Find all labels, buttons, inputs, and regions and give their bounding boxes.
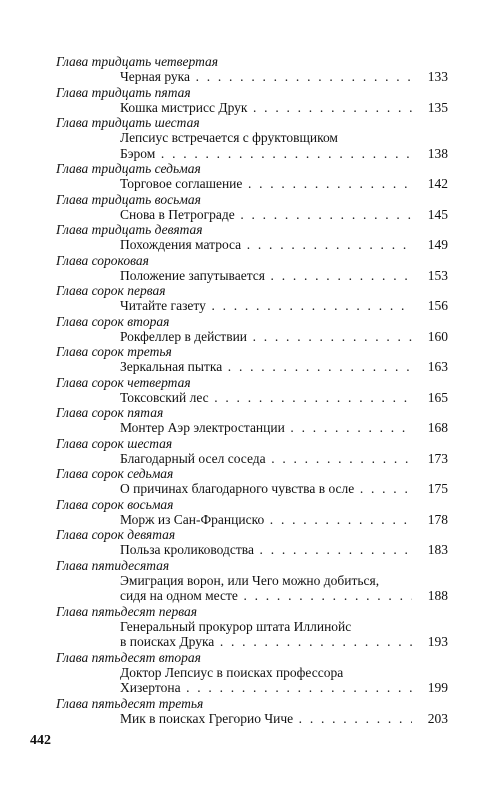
toc-entry	[56, 451, 448, 467]
toc-entry	[56, 268, 448, 284]
page-ref: 163	[412, 359, 448, 375]
page-ref: 142	[412, 176, 448, 192]
toc-chapter	[56, 115, 448, 161]
toc-chapter	[56, 466, 448, 497]
page-ref: 160	[412, 329, 448, 345]
chapter-label: Глава тридцать седьмая	[56, 161, 201, 176]
toc-chapter	[56, 54, 448, 85]
chapter-label: Глава сорок шестая	[56, 435, 173, 451]
chapter-title-line: Похождения матроса . . .	[120, 237, 412, 253]
toc-entry	[56, 237, 448, 253]
toc-entry	[56, 573, 448, 604]
page-ref: 149	[412, 237, 448, 253]
chapter-title-line: Морж из Сан-Франциско . . .	[120, 512, 412, 528]
chapter-title	[120, 665, 412, 696]
chapter-label: Глава тридцать четвертая	[56, 54, 219, 69]
chapter-label: Глава сорок восьмая	[56, 496, 174, 512]
chapter-title-line: Польза кролиководства . . .	[120, 542, 412, 558]
chapter-title-line: Рокфеллер в действии . . .	[120, 329, 412, 345]
chapter-title	[120, 207, 412, 223]
chapter-title	[120, 711, 412, 727]
chapter-title-line: Положение запутывается . . .	[120, 268, 412, 284]
chapter-title-line: Торговое соглашение . . .	[120, 176, 412, 192]
toc-entry	[56, 512, 448, 528]
chapter-title-line: в поисках Друка . . .	[120, 634, 412, 650]
chapter-title	[120, 542, 412, 558]
toc-chapter	[56, 344, 448, 375]
page-ref: 145	[412, 207, 448, 223]
toc-chapter	[56, 222, 448, 253]
chapter-label: Глава пятьдесят третья	[56, 695, 204, 711]
chapter-label: Глава сорок первая	[56, 283, 166, 298]
chapter-title-line: Монтер Аэр электростанции . . .	[120, 420, 412, 436]
page-ref: 193	[412, 634, 448, 650]
toc-chapter	[56, 253, 448, 284]
chapter-title	[120, 100, 412, 116]
page-ref: 178	[412, 512, 448, 528]
toc-entry	[56, 481, 448, 497]
toc-chapter	[56, 527, 448, 558]
toc-entry	[56, 542, 448, 558]
page-ref: 156	[412, 298, 448, 314]
chapter-title-line: Доктор Лепсиус в поисках профессора	[120, 664, 344, 680]
toc-entry	[56, 359, 448, 375]
chapter-title	[120, 69, 412, 85]
chapter-label: Глава тридцать восьмая	[56, 191, 201, 207]
chapter-title	[120, 298, 412, 314]
chapter-title	[120, 359, 412, 375]
toc-entry	[56, 69, 448, 85]
page-ref: 175	[412, 481, 448, 497]
toc-chapter	[56, 604, 448, 650]
chapter-title-line: Эмиграция ворон, или Чего можно добиться,	[120, 572, 380, 588]
toc-entry	[56, 130, 448, 161]
chapter-label: Глава тридцать пятая	[56, 84, 191, 100]
toc-entry	[56, 420, 448, 436]
toc-chapter	[56, 85, 448, 116]
page-ref: 199	[412, 680, 448, 696]
chapter-title-line: Мик в поисках Грегорио Чиче . . .	[120, 711, 412, 727]
chapter-label: Глава сорок четвертая	[56, 374, 191, 390]
toc-chapter	[56, 405, 448, 436]
page-ref: 183	[412, 542, 448, 558]
chapter-title	[120, 390, 412, 406]
chapter-title	[120, 329, 412, 345]
chapter-label: Глава пятьдесят первая	[56, 603, 198, 619]
chapter-title	[120, 481, 412, 497]
page-ref: 165	[412, 390, 448, 406]
page-ref: 153	[412, 268, 448, 284]
page-ref: 135	[412, 100, 448, 116]
chapter-title	[120, 237, 412, 253]
toc-chapter	[56, 650, 448, 696]
chapter-label: Глава сорок седьмая	[56, 466, 174, 481]
chapter-label: Глава сорок девятая	[56, 527, 176, 542]
chapter-title	[120, 512, 412, 528]
page-ref: 188	[412, 588, 448, 604]
toc-entry	[56, 390, 448, 406]
chapter-title-line: Читайте газету . . .	[120, 298, 412, 314]
chapter-title-line: Зеркальная пытка . . .	[120, 359, 412, 375]
chapter-label: Глава пятидесятая	[56, 557, 170, 573]
chapter-title-line: Хизертона . . .	[120, 680, 412, 696]
chapter-title-line: Кошка мистрисс Друк . . .	[120, 100, 412, 116]
toc-entry	[56, 100, 448, 116]
table-of-contents	[56, 54, 448, 726]
page-ref: 133	[412, 69, 448, 85]
chapter-title-line: Бэром . . .	[120, 146, 412, 162]
toc-entry	[56, 329, 448, 345]
toc-entry	[56, 298, 448, 314]
chapter-label: Глава пятьдесят вторая	[56, 649, 201, 665]
chapter-title-line: Генеральный прокурор штата Иллинойс	[120, 618, 352, 634]
chapter-title	[120, 176, 412, 192]
page-ref: 168	[412, 420, 448, 436]
toc-chapter	[56, 314, 448, 345]
toc-chapter	[56, 497, 448, 528]
chapter-title-line: Токсовский лес . . .	[120, 390, 412, 406]
page-ref: 138	[412, 146, 448, 162]
toc-entry	[56, 176, 448, 192]
chapter-title-line: сидя на одном месте . . .	[120, 588, 412, 604]
chapter-title	[120, 130, 412, 161]
chapter-label: Глава сорок вторая	[56, 313, 170, 329]
toc-entry	[56, 619, 448, 650]
toc-entry	[56, 711, 448, 727]
chapter-title-line: Лепсиус встречается с фруктовщиком	[120, 130, 338, 145]
chapter-title	[120, 573, 412, 604]
toc-entry	[56, 207, 448, 223]
chapter-label: Глава тридцать девятая	[56, 222, 203, 237]
page-number: 442	[30, 733, 51, 748]
chapter-label: Глава сорок пятая	[56, 405, 164, 420]
chapter-title	[120, 268, 412, 284]
chapter-title-line: Благодарный осел соседа . . .	[120, 451, 412, 467]
chapter-label: Глава сороковая	[56, 252, 149, 268]
chapter-title-line: О причинах благодарного чувства в осле . . .	[120, 481, 412, 497]
toc-entry	[56, 665, 448, 696]
toc-chapter	[56, 436, 448, 467]
toc-chapter	[56, 161, 448, 192]
page-ref: 173	[412, 451, 448, 467]
toc-chapter	[56, 375, 448, 406]
page-ref: 203	[412, 711, 448, 727]
chapter-title	[120, 451, 412, 467]
chapter-label: Глава тридцать шестая	[56, 115, 200, 130]
chapter-title-line: Черная рука . . .	[120, 69, 412, 85]
chapter-title	[120, 420, 412, 436]
toc-chapter	[56, 558, 448, 604]
toc-chapter	[56, 696, 448, 727]
toc-chapter	[56, 192, 448, 223]
chapter-title-line: Снова в Петрограде . . .	[120, 207, 412, 223]
chapter-label: Глава сорок третья	[56, 344, 172, 359]
toc-chapter	[56, 283, 448, 314]
chapter-title	[120, 619, 412, 650]
